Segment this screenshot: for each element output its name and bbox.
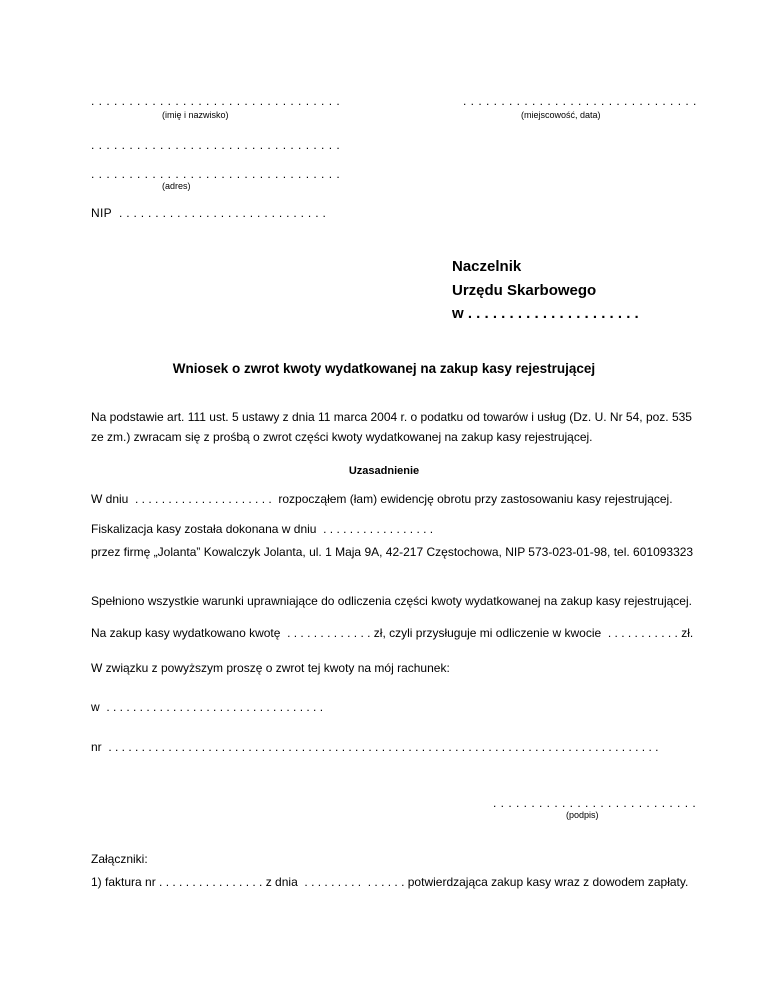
intro-line-2: ze zm.) zwracam się z prośbą o zwrot części kwoty wydatkowanej na zakup kasy rejestrującej.: [91, 430, 593, 444]
signature-caption: (podpis): [566, 810, 599, 820]
place-date-caption: (miejscowość, data): [521, 110, 601, 120]
address-dotted-line-2[interactable]: . . . . . . . . . . . . . . . . . . . . . . . . . . . . . . . . .: [91, 167, 341, 181]
name-caption: (imię i nazwisko): [162, 110, 229, 120]
recipient-line-1: Naczelnik: [452, 258, 522, 275]
recipient-line-2: Urzędu Skarbowego: [452, 282, 597, 299]
account-number-field[interactable]: nr . . . . . . . . . . . . . . . . . . . . . . . . . . . . . . . . . . . . . . . . . . . . . . . . . . . . . . . . . . . . . . . . . . . . . . . . . . . . . . . . . . .: [91, 740, 659, 754]
amount-line[interactable]: Na zakup kasy wydatkowano kwotę . . . . . . . . . . . . . zł, czyli przysługuje mi odliczenie w kwocie . . . . . . . . . . . zł.: [91, 626, 694, 640]
address-dotted-line-1[interactable]: . . . . . . . . . . . . . . . . . . . . . . . . . . . . . . . . .: [91, 138, 341, 152]
place-date-dotted-line[interactable]: . . . . . . . . . . . . . . . . . . . . . . . . . . . . . . .: [463, 94, 697, 108]
fiscalization-date-line[interactable]: Fiskalizacja kasy została dokonana w dniu . . . . . . . . . . . . . . . . .: [91, 522, 434, 536]
bank-name-field[interactable]: w . . . . . . . . . . . . . . . . . . . . . . . . . . . . . . . . .: [91, 700, 324, 714]
start-date-line[interactable]: W dniu . . . . . . . . . . . . . . . . . . . . . rozpocząłem (łam) ewidencję obrotu przy zastosowaniu kasy rejestrującej.: [91, 492, 673, 506]
document-title: Wniosek o zwrot kwoty wydatkowanej na zakup kasy rejestrującej: [172, 361, 596, 376]
attachments-heading: Załączniki:: [91, 852, 148, 866]
recipient-city-field[interactable]: w . . . . . . . . . . . . . . . . . . . . .: [452, 305, 639, 322]
name-dotted-line[interactable]: . . . . . . . . . . . . . . . . . . . . . . . . . . . . . . . . .: [91, 94, 341, 108]
company-info-line: przez firmę „Jolanta” Kowalczyk Jolanta, ul. 1 Maja 9A, 42-217 Częstochowa, NIP 573-023-01-98, tel. 601093323: [91, 545, 694, 559]
attachment-item-1[interactable]: 1) faktura nr . . . . . . . . . . . . . . . . z dnia . . . . . . . . . . . . . . . potwierdzająca zakup kasy wraz z dowodem zapłaty.: [91, 875, 689, 889]
nip-field[interactable]: NIP . . . . . . . . . . . . . . . . . . . . . . . . . . . . .: [91, 206, 327, 220]
address-caption: (adres): [162, 181, 191, 191]
signature-dotted-line[interactable]: . . . . . . . . . . . . . . . . . . . . . . . . . . .: [493, 796, 697, 810]
refund-request-line: W związku z powyższym proszę o zwrot tej kwoty na mój rachunek:: [91, 661, 450, 675]
justification-heading: Uzasadnienie: [348, 465, 420, 477]
intro-line-1: Na podstawie art. 111 ust. 5 ustawy z dnia 11 marca 2004 r. o podatku od towarów i usług (Dz. U. Nr 54, poz. 535: [91, 410, 692, 424]
conditions-line: Spełniono wszystkie warunki uprawniające do odliczenia części kwoty wydatkowanej na zakup kasy rejestrującej.: [91, 594, 692, 608]
